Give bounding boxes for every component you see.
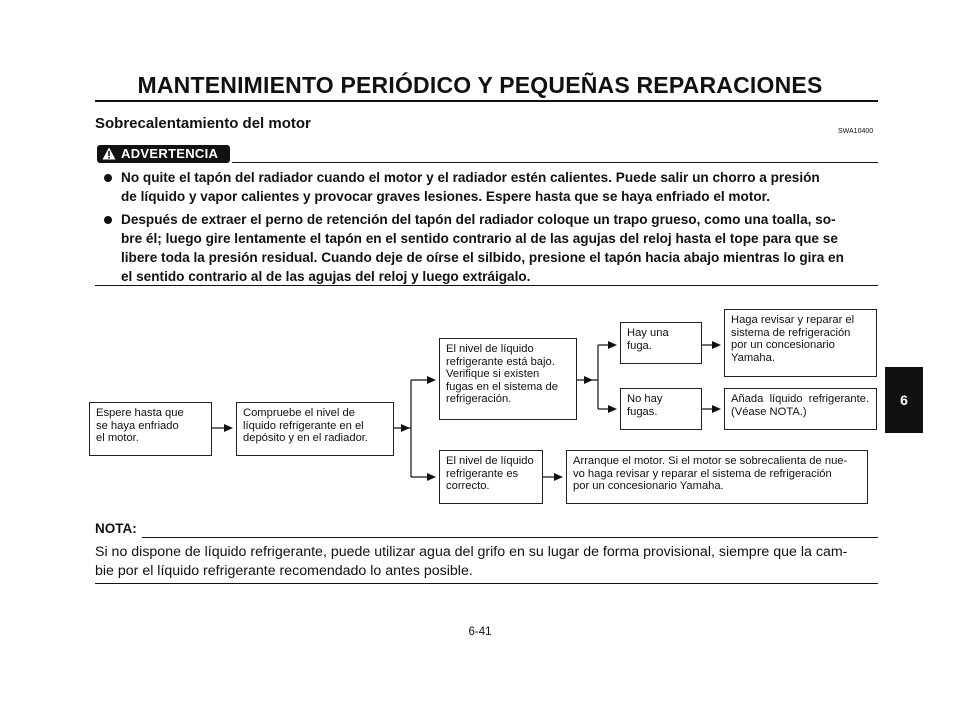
arrow-icon	[427, 376, 436, 384]
bullet-line: bre él; luego gire lentamente el tapón en el sentido contrario al de las agujas del reloj hasta el tope para que se	[121, 231, 838, 246]
warning-label: ADVERTENCIA	[121, 146, 219, 161]
bullet-line: libere toda la presión residual. Cuando deje de oírse el silbido, presione el tapón hacia abajo mientras lo gira en	[121, 250, 844, 265]
section-code: SWA10400	[838, 128, 874, 135]
arrow-icon	[401, 424, 410, 432]
warning-triangle-icon	[102, 147, 116, 160]
flow-box-start-engine: Arranque el motor. Si el motor se sobrecalienta de nue- vo haga revisar y reparar el sistema de refrigeración por un concesionario Yamaha.	[566, 450, 868, 504]
flow-box-level-low: El nivel de líquido refrigerante está bajo. Verifique si existen fugas en el sistema de refrigeración.	[439, 338, 577, 420]
arrow-icon	[712, 405, 721, 413]
nota-rule	[142, 537, 878, 538]
page-title: MANTENIMIENTO PERIÓDICO Y PEQUEÑAS REPARACIONES	[137, 72, 823, 98]
warning-rule	[232, 162, 878, 163]
nota-label: NOTA:	[95, 521, 137, 536]
flow-box-add-coolant: Añada líquido refrigerante. (Véase NOTA.)	[724, 388, 877, 430]
flow-box-no-leak: No hay fugas.	[620, 388, 702, 430]
warning-bottom-rule	[95, 285, 878, 286]
chapter-tab: 6	[885, 367, 923, 433]
warning-bullet	[104, 210, 884, 288]
section-heading: Sobrecalentamiento del motor	[95, 115, 311, 132]
nota-line: bie por el líquido refrigerante recomendado lo antes posible.	[95, 563, 473, 579]
bullet-dot-icon	[104, 216, 112, 224]
title-rule	[95, 100, 878, 102]
bullet-dot-icon	[104, 174, 112, 182]
bullet-line: de líquido y vapor calientes y provocar graves lesiones. Espere hasta que se haya enfriado el motor.	[121, 189, 770, 204]
arrow-icon	[427, 473, 436, 481]
flow-box-level-correct: El nivel de líquido refrigerante es correcto.	[439, 450, 543, 504]
bullet-line: No quite el tapón del radiador cuando el motor y el radiador estén calientes. Puede salir un chorro a presión	[121, 170, 820, 185]
page-number: 6-41	[468, 626, 492, 638]
flow-box-wait: Espere hasta que se haya enfriado el motor.	[89, 402, 212, 456]
arrow-icon	[608, 341, 617, 349]
nota-line: Si no dispone de líquido refrigerante, puede utilizar agua del grifo en su lugar de forma provisional, siempre que la cam-	[95, 544, 848, 560]
arrow-icon	[608, 405, 617, 413]
arrow-icon	[712, 341, 721, 349]
bullet-line: el sentido contrario al de las agujas del reloj y luego extráigalo.	[121, 269, 531, 284]
nota-bottom-rule	[95, 583, 878, 584]
arrow-icon	[584, 376, 593, 384]
warning-bullet	[104, 168, 884, 208]
arrow-icon	[554, 473, 563, 481]
flow-box-check-level: Compruebe el nivel de líquido refrigerante en el depósito y en el radiador.	[236, 402, 394, 456]
warning-badge	[97, 145, 230, 163]
bullet-line: Después de extraer el perno de retención del tapón del radiador coloque un trapo grueso, como una toalla, so-	[121, 212, 836, 227]
flow-box-repair: Haga revisar y reparar el sistema de refrigeración por un concesionario Yamaha.	[724, 309, 877, 377]
flow-box-leak: Hay una fuga.	[620, 322, 702, 364]
arrow-icon	[224, 424, 233, 432]
